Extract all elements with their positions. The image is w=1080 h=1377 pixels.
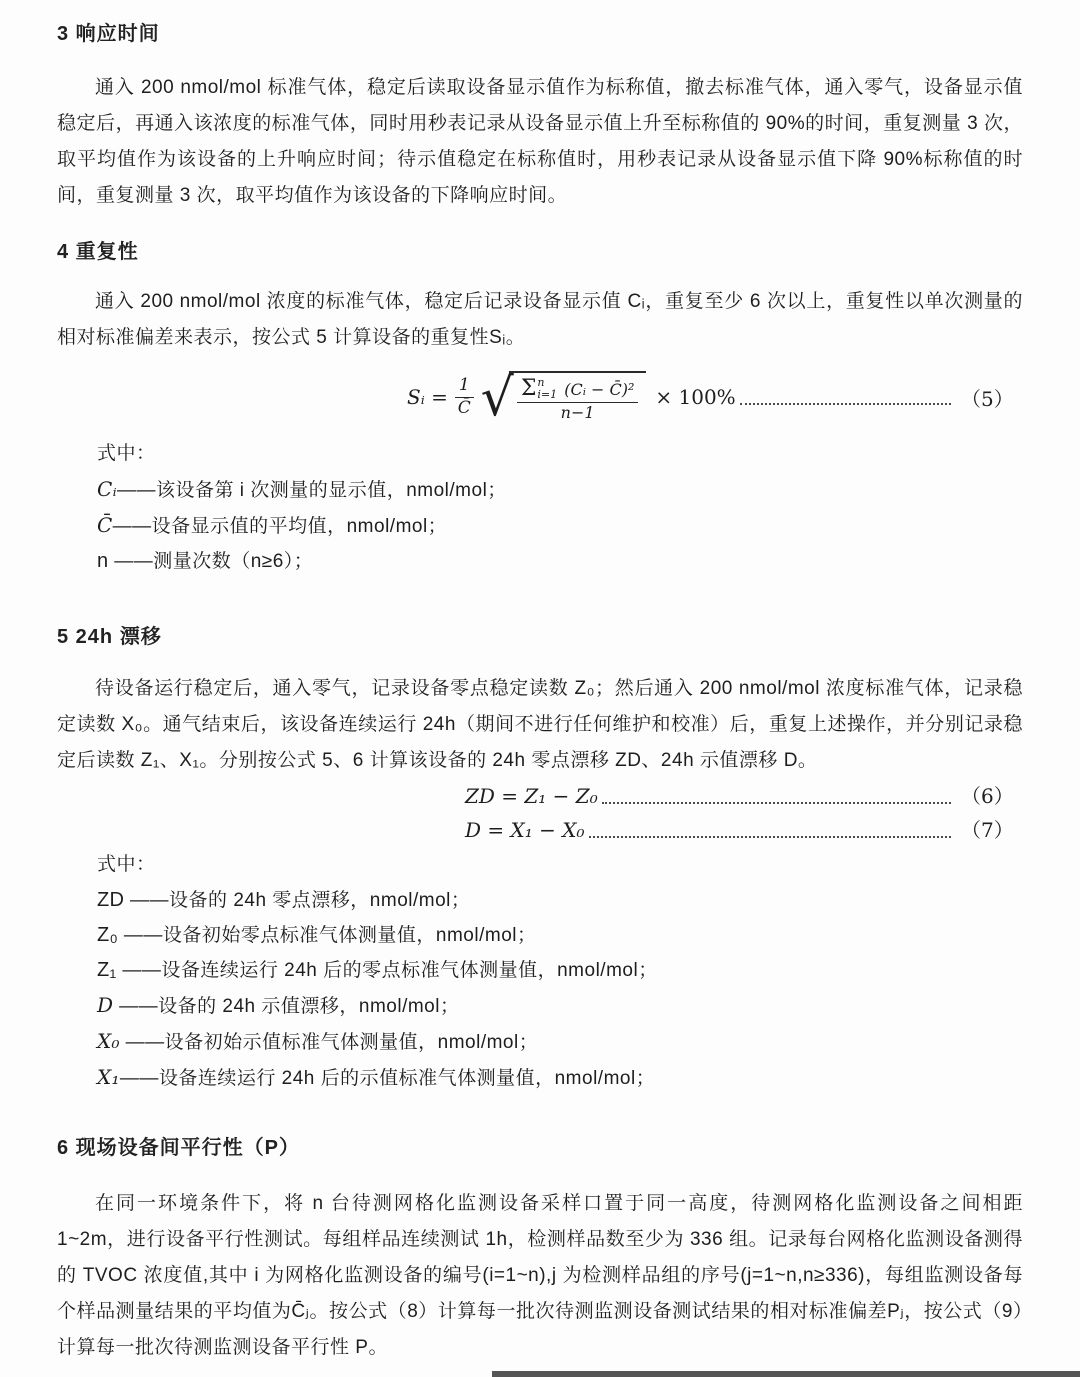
formula-6-expression: ZD = Z₁ − Z₀ (465, 784, 598, 808)
symbol-z1: Z₁ (97, 959, 117, 981)
formula-5 (57, 366, 1023, 428)
dot-leader (602, 802, 951, 804)
symbol-zd: ZD (97, 889, 125, 911)
definition-row: X₀ ——设备初始示值标准气体测量值，nmol/mol； (97, 1029, 539, 1053)
symbol-n: n (97, 550, 109, 572)
where-label-2: 式中： (97, 854, 156, 875)
symbol-d: D (97, 993, 114, 1017)
definition-row: ZD ——设备的 24h 零点漂移，nmol/mol； (97, 889, 471, 911)
symbol-z0: Z₀ (97, 924, 119, 946)
inner-numerator: Σ n i=1 (Cᵢ − C̄)² (517, 376, 639, 403)
summation-limits: n i=1 (537, 376, 558, 401)
dot-leader (740, 403, 951, 405)
symbol-x1: X₁ (97, 1065, 120, 1089)
definition-row: X₁——设备连续运行 24h 后的示值标准气体测量值，nmol/mol； (97, 1065, 656, 1089)
fraction-1-over-cbar: $\frac{1}{C̄}$ (455, 376, 474, 418)
formula-5-expression (407, 368, 736, 428)
formula-7-expression: D = X₁ − X₀ (465, 818, 585, 842)
definition-row: D ——设备的 24h 示值漂移，nmol/mol； (97, 993, 460, 1017)
definition-row: Cᵢ——该设备第 i 次测量的显示值，nmol/mol； (97, 477, 507, 501)
radical-sign: √ (480, 368, 514, 428)
symbol-x0: X₀ (97, 1029, 120, 1053)
dot-leader (589, 836, 952, 838)
section-4-heading: 4 重复性 (57, 241, 139, 263)
definition-row: Z₀ ——设备初始零点标准气体测量值，nmol/mol； (97, 924, 537, 946)
section-6-paragraph: 在同一环境条件下，将 n 台待测网格化监测设备采样口置于同一高度，待测网格化监测设备之间相距 1~2m，进行设备平行性测试。每组样品连续测试 1h，检测样品数至少为 336 组。记录每台网格化监测设备测得的 TVOC 浓度值,其中 i 为网格化监测设备的编号(i=1~n),j 为检测样品组的序号(j=1~n,n≥336)，每组监测设备每个样品测量结果的平均值为C̄ⱼ。按公式（8）计算每一批次待测监测设备测试结果的相对标准偏差Pⱼ，按公式（9）计算每一批次待测监测设备平行性 P。 (57, 1193, 1023, 1358)
section-6-heading: 6 现场设备间平行性（P） (57, 1137, 301, 1159)
square-root (480, 368, 647, 428)
formula-6 (57, 779, 1023, 813)
definition-row: C̄——设备显示值的平均值，nmol/mol； (97, 513, 448, 537)
formula-5-lhs: Sᵢ = (407, 385, 448, 409)
page-bottom-divider (492, 1371, 1080, 1377)
section-3-paragraph: 通入 200 nmol/mol 标准气体，稳定后读取设备显示值作为标称值，撤去标准气体，通入零气，设备显示值稳定后，再通入该浓度的标准气体，同时用秒表记录从设备显示值上升至标称值的 90%的时间，重复测量 3 次，取平均值作为该设备的上升响应时间；待示值稳定在标称值时，用秒表记录从设备显示值下降 90%标称值的时间，重复测量 3 次，取平均值作为该设备的下降响应时间。 (57, 77, 1023, 206)
formula-5-multiplier: × 100% (655, 385, 736, 409)
symbol-cbar: C̄ (97, 513, 113, 537)
section-5-paragraph: 待设备运行稳定后，通入零气，记录设备零点稳定读数 Z₀；然后通入 200 nmol/mol 浓度标准气体，记录稳定读数 X₀。通气结束后，该设备连续运行 24h（期间不进行任何维护和校准）后，重复上述操作，并分别记录稳定后读数 Z₁、X₁。分别按公式 5、6 计算该设备的 24h 零点漂移 ZD、24h 示值漂移 D。 (57, 678, 1023, 771)
inner-fraction: Σ n i=1 (Cᵢ − C̄)² n−1 (517, 376, 639, 423)
radicand (509, 371, 647, 423)
formula-7 (57, 813, 1023, 847)
symbol-ci: Cᵢ (97, 477, 117, 501)
section-3-heading: 3 响应时间 (57, 23, 160, 45)
formula-7-number: （7） (961, 818, 1014, 842)
definition-row: n ——测量次数（n≥6）； (97, 550, 314, 572)
formula-5-number: （5） (961, 386, 1014, 411)
definition-row: Z₁ ——设备连续运行 24h 后的零点标准气体测量值，nmol/mol； (97, 959, 658, 981)
section-4-paragraph: 通入 200 nmol/mol 浓度的标准气体，稳定后记录设备显示值 Cᵢ，重复至少 6 次以上，重复性以单次测量的相对标准偏差来表示，按公式 5 计算设备的重复性Sᵢ。 (57, 291, 1023, 348)
formula-6-number: （6） (961, 784, 1014, 808)
section-5-heading: 5 24h 漂移 (57, 626, 162, 648)
summation: Σ n i=1 (520, 376, 558, 402)
where-label-1: 式中： (97, 443, 156, 464)
